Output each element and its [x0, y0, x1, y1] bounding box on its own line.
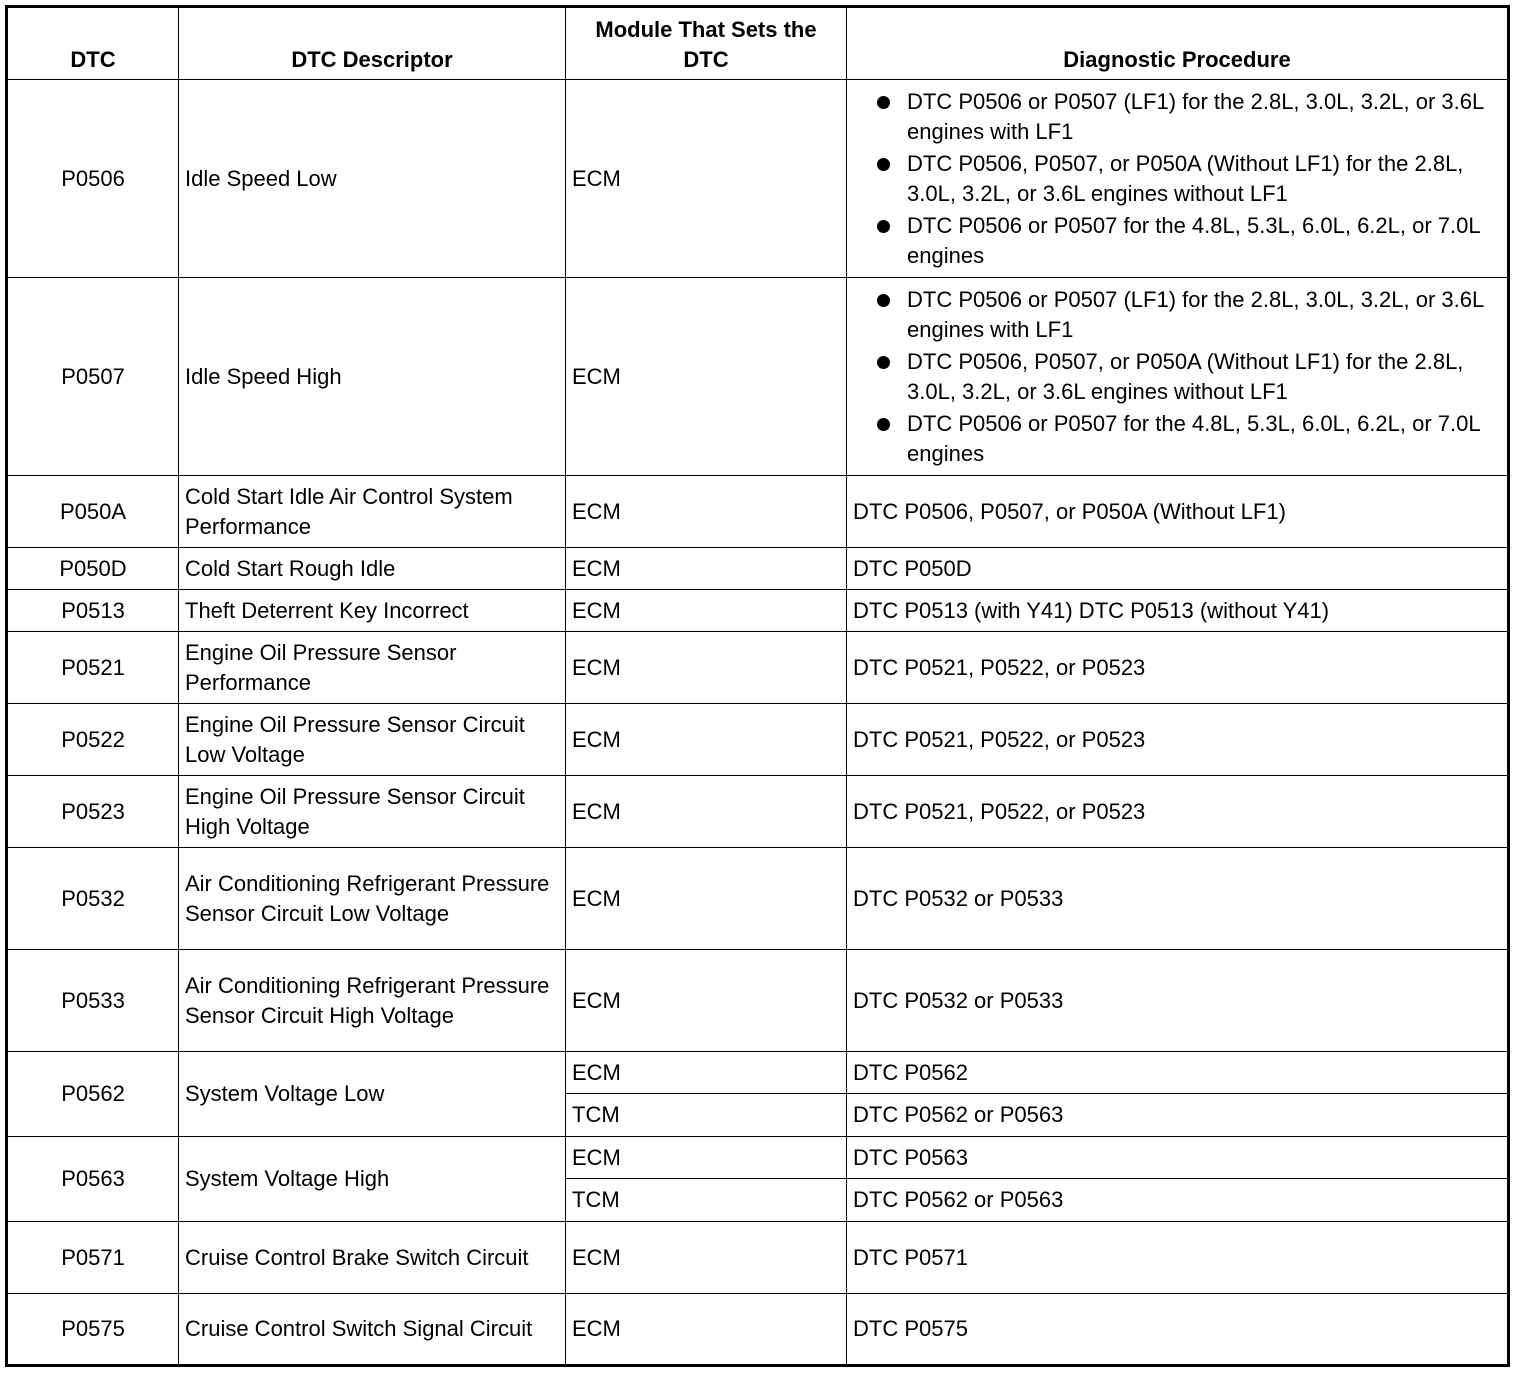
- table-row: [7, 1137, 1509, 1179]
- table-row: [7, 1052, 1509, 1094]
- procedure-link-text: DTC P0506 or P0507 (LF1) for the 2.8L, 3.0L, 3.2L, or 3.6L engines with LF1: [907, 286, 1484, 342]
- procedure-item: [873, 285, 1501, 345]
- dtc-code: P0562: [7, 1052, 179, 1137]
- table-row: [7, 548, 1509, 590]
- table-row: [7, 704, 1509, 776]
- procedure-cell: DTC P0562 or P0563: [847, 1094, 1509, 1137]
- module-cell: ECM: [566, 632, 847, 704]
- dtc-descriptor: System Voltage High: [179, 1137, 566, 1222]
- module-cell: ECM: [566, 476, 847, 548]
- dtc-descriptor: Air Conditioning Refrigerant Pressure Sensor Circuit Low Voltage: [179, 848, 566, 950]
- procedure-item: [873, 409, 1501, 469]
- table-body: [7, 80, 1509, 1366]
- dtc-code: P0507: [7, 278, 179, 476]
- bullet-icon: [877, 356, 890, 369]
- module-cell: ECM: [566, 776, 847, 848]
- table-row: [7, 80, 1509, 278]
- procedure-link-text: DTC P0506 or P0507 (LF1) for the 2.8L, 3.0L, 3.2L, or 3.6L engines with LF1: [907, 88, 1484, 144]
- dtc-code: P0563: [7, 1137, 179, 1222]
- bullet-icon: [877, 96, 890, 109]
- dtc-descriptor: Engine Oil Pressure Sensor Circuit High Voltage: [179, 776, 566, 848]
- dtc-code: P0533: [7, 950, 179, 1052]
- procedure-cell: DTC P0532 or P0533: [847, 950, 1509, 1052]
- dtc-descriptor: Engine Oil Pressure Sensor Circuit Low Voltage: [179, 704, 566, 776]
- dtc-descriptor: Idle Speed High: [179, 278, 566, 476]
- table-row: [7, 776, 1509, 848]
- table-row: [7, 950, 1509, 1052]
- module-cell: ECM: [566, 1137, 847, 1179]
- dtc-descriptor: Engine Oil Pressure Sensor Performance: [179, 632, 566, 704]
- procedure-cell: [847, 278, 1509, 476]
- header-descriptor: DTC Descriptor: [179, 7, 566, 80]
- module-cell: ECM: [566, 704, 847, 776]
- procedure-cell: DTC P0521, P0522, or P0523: [847, 776, 1509, 848]
- module-cell: TCM: [566, 1179, 847, 1222]
- procedure-cell: DTC P0575: [847, 1294, 1509, 1366]
- dtc-descriptor: System Voltage Low: [179, 1052, 566, 1137]
- table-row: [7, 1222, 1509, 1294]
- dtc-code: P0522: [7, 704, 179, 776]
- module-cell: ECM: [566, 1222, 847, 1294]
- header-row: [7, 7, 1509, 80]
- procedure-link-text: DTC P0506, P0507, or P050A (Without LF1) for the 2.8L, 3.0L, 3.2L, or 3.6L engines without LF1: [907, 348, 1464, 404]
- module-cell: ECM: [566, 1294, 847, 1366]
- bullet-icon: [877, 294, 890, 307]
- table-row: [7, 590, 1509, 632]
- dtc-code: P0575: [7, 1294, 179, 1366]
- dtc-descriptor: Cold Start Idle Air Control System Performance: [179, 476, 566, 548]
- table-row: [7, 476, 1509, 548]
- procedure-cell: DTC P050D: [847, 548, 1509, 590]
- dtc-code: P0513: [7, 590, 179, 632]
- procedure-cell: DTC P0513 (with Y41) DTC P0513 (without Y41): [847, 590, 1509, 632]
- header-dtc: DTC: [7, 7, 179, 80]
- procedure-cell: DTC P0521, P0522, or P0523: [847, 632, 1509, 704]
- dtc-code: P050D: [7, 548, 179, 590]
- dtc-code: P0523: [7, 776, 179, 848]
- dtc-table: [5, 5, 1510, 1367]
- procedure-item: [873, 87, 1501, 147]
- procedure-list: [853, 87, 1501, 271]
- procedure-cell: DTC P0562: [847, 1052, 1509, 1094]
- bullet-icon: [877, 220, 890, 233]
- procedure-cell: [847, 80, 1509, 278]
- procedure-cell: DTC P0506, P0507, or P050A (Without LF1): [847, 476, 1509, 548]
- procedure-link-text: DTC P0506 or P0507 for the 4.8L, 5.3L, 6.0L, 6.2L, or 7.0L engines: [907, 410, 1480, 466]
- dtc-code: P0571: [7, 1222, 179, 1294]
- header-procedure: Diagnostic Procedure: [847, 7, 1509, 80]
- procedure-cell: DTC P0521, P0522, or P0523: [847, 704, 1509, 776]
- dtc-code: P0521: [7, 632, 179, 704]
- procedure-cell: DTC P0532 or P0533: [847, 848, 1509, 950]
- dtc-code: P050A: [7, 476, 179, 548]
- procedure-item: [873, 149, 1501, 209]
- dtc-descriptor: Cruise Control Brake Switch Circuit: [179, 1222, 566, 1294]
- dtc-descriptor: Cold Start Rough Idle: [179, 548, 566, 590]
- procedure-item: [873, 211, 1501, 271]
- module-cell: ECM: [566, 848, 847, 950]
- module-cell: ECM: [566, 80, 847, 278]
- dtc-descriptor: Idle Speed Low: [179, 80, 566, 278]
- procedure-link-text: DTC P0506, P0507, or P050A (Without LF1) for the 2.8L, 3.0L, 3.2L, or 3.6L engines without LF1: [907, 150, 1464, 206]
- table-row: [7, 1294, 1509, 1366]
- table-row: [7, 632, 1509, 704]
- module-cell: ECM: [566, 1052, 847, 1094]
- module-cell: TCM: [566, 1094, 847, 1137]
- dtc-code: P0532: [7, 848, 179, 950]
- procedure-cell: DTC P0571: [847, 1222, 1509, 1294]
- procedure-link-text: DTC P0506 or P0507 for the 4.8L, 5.3L, 6.0L, 6.2L, or 7.0L engines: [907, 212, 1480, 268]
- procedure-cell: DTC P0563: [847, 1137, 1509, 1179]
- bullet-icon: [877, 418, 890, 431]
- dtc-code: P0506: [7, 80, 179, 278]
- dtc-descriptor: Cruise Control Switch Signal Circuit: [179, 1294, 566, 1366]
- module-cell: ECM: [566, 548, 847, 590]
- bullet-icon: [877, 158, 890, 171]
- dtc-descriptor: Air Conditioning Refrigerant Pressure Sensor Circuit High Voltage: [179, 950, 566, 1052]
- module-cell: ECM: [566, 590, 847, 632]
- table-row: [7, 848, 1509, 950]
- module-cell: ECM: [566, 950, 847, 1052]
- header-module: Module That Sets the DTC: [566, 7, 847, 80]
- procedure-list: [853, 285, 1501, 469]
- dtc-descriptor: Theft Deterrent Key Incorrect: [179, 590, 566, 632]
- module-cell: ECM: [566, 278, 847, 476]
- procedure-item: [873, 347, 1501, 407]
- procedure-cell: DTC P0562 or P0563: [847, 1179, 1509, 1222]
- table-row: [7, 278, 1509, 476]
